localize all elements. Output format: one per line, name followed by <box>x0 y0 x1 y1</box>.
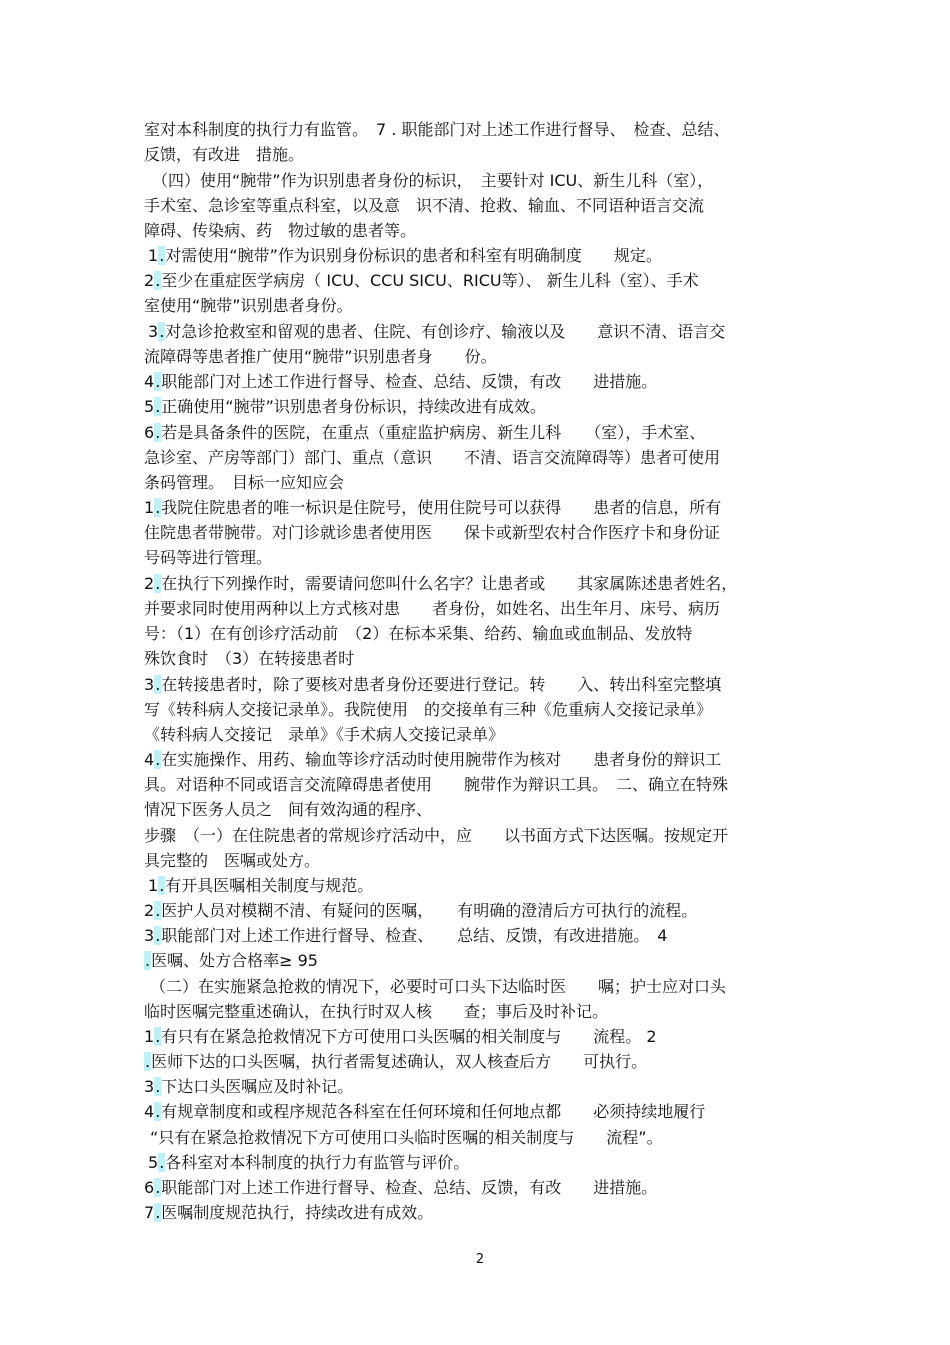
highlight-mark: . <box>155 1203 161 1222</box>
text-line <box>144 1077 353 1097</box>
highlight-mark: . <box>145 1052 151 1071</box>
line-text: 正确使用“腕带”识别患者身份标识，持续改进有成效。 <box>161 397 546 416</box>
highlight-mark: . <box>155 1027 161 1046</box>
line-text: “只有在紧急抢救情况下方可使用口头临时医嘱的相关制度与 流程”。 <box>150 1128 663 1147</box>
text-line <box>150 1128 663 1148</box>
text-line <box>144 851 320 871</box>
highlight-mark: . <box>155 397 161 416</box>
text-line <box>144 926 667 946</box>
line-text: 具完整的 医嘱或处方。 <box>144 851 321 870</box>
item-number: 3 <box>144 926 155 945</box>
text-line <box>144 145 304 165</box>
text-line <box>144 1002 608 1022</box>
text-line <box>144 599 720 619</box>
line-text: 职能部门对上述工作进行督导、检查、总结、反馈，有改 进措施。 <box>161 372 658 391</box>
line-text: 医嘱制度规范执行，持续改进有成效。 <box>161 1203 434 1222</box>
highlight-mark: . <box>155 1102 161 1121</box>
text-line <box>144 271 699 291</box>
line-text: 情况下医务人员之 间有效沟通的程序、 <box>144 800 433 819</box>
text-line <box>152 171 713 191</box>
line-text: 职能部门对上述工作进行督导、检查、总结、反馈，有改 进措施。 <box>161 1178 658 1197</box>
text-line <box>144 448 720 468</box>
line-text: 职能部门对上述工作进行督导、检查、 总结、反馈，有改进措施。 4 <box>161 926 668 945</box>
text-line <box>144 901 697 921</box>
highlight-mark: . <box>155 901 161 920</box>
text-line <box>144 397 546 417</box>
line-text: 具。对语种不同或语言交流障碍患者使用 腕带作为辩识工具。 二、确立在特殊 <box>144 775 729 794</box>
line-text: 下达口头医嘱应及时补记。 <box>161 1077 354 1096</box>
highlight-mark: . <box>155 498 161 517</box>
item-number: 6 <box>144 423 155 442</box>
item-number: 1 <box>144 498 155 517</box>
item-number: 2 <box>144 574 155 593</box>
line-text: 殊饮食时 （3）在转接患者时 <box>144 649 355 668</box>
highlight-mark: . <box>155 271 161 290</box>
item-number: 1 <box>148 246 159 265</box>
item-number: 4 <box>144 750 155 769</box>
line-text: 临时医嘱完整重述确认，在执行时双人核 查；事后及时补记。 <box>144 1002 609 1021</box>
item-number: 2 <box>144 901 155 920</box>
line-text: 《转科病人交接记 录单》《手术病人交接记录单》 <box>144 725 505 744</box>
line-text: 条码管理。 目标一应知应会 <box>144 473 345 492</box>
line-text: （二）在实施紧急抢救的情况下，必要时可口头下达临时医 嘱；护士应对口头 <box>150 977 727 996</box>
text-line <box>144 196 704 216</box>
text-line <box>144 1178 657 1198</box>
text-line <box>144 700 712 720</box>
page-number: 2 <box>475 1252 485 1267</box>
item-number: 2 <box>144 271 155 290</box>
highlight-mark: . <box>155 372 161 391</box>
line-text: 至少在重症医学病房（ ICU、CCU SICU、RICU等）、 新生儿科（室）、手术 <box>161 271 699 290</box>
line-text: 反馈，有改进 措施。 <box>144 145 305 164</box>
line-text: 若是具备条件的医院，在重点（重症监护病房、新生儿科 （室），手术室、 <box>161 423 706 442</box>
text-line <box>144 548 272 568</box>
line-text: 医嘱、处方合格率≥ 95 <box>151 951 318 970</box>
text-line <box>144 750 721 770</box>
highlight-mark: . <box>159 322 165 341</box>
text-line <box>144 675 721 695</box>
line-text: 急诊室、产房等部门）部门、重点（意识 不清、语言交流障碍等）患者可使用 <box>144 448 721 467</box>
line-text: 在执行下列操作时，需要请问您叫什么名字？让患者或 其家属陈述患者姓名， <box>161 574 738 593</box>
item-number: 6 <box>144 1178 155 1197</box>
line-text: 写《转科病人交接记录单》。我院使用 的交接单有三种《危重病人交接记录单》 <box>144 700 713 719</box>
text-line <box>148 322 725 342</box>
highlight-mark: . <box>159 876 165 895</box>
line-text: 流障碍等患者推广使用“腕带”识别患者身 份。 <box>144 347 497 366</box>
line-text: 有只有在紧急抢救情况下方可使用口头医嘱的相关制度与 流程。 2 <box>161 1027 657 1046</box>
line-text: 在转接患者时，除了要核对患者身份还要进行登记。转 入、转出科室完整填 <box>161 675 722 694</box>
text-line <box>144 775 728 795</box>
highlight-mark: . <box>159 1153 165 1172</box>
line-text: 手术室、急诊室等重点科室，以及意 识不清、抢救、输血、不同语种语言交流 <box>144 196 705 215</box>
text-line <box>144 523 720 543</box>
item-number: 1 <box>144 1027 155 1046</box>
text-line <box>144 574 737 594</box>
line-text: 在实施操作、用药、输血等诊疗活动时使用腕带作为核对 患者身份的辩识工 <box>161 750 722 769</box>
item-number: 4 <box>144 1102 155 1121</box>
text-line <box>144 120 729 140</box>
text-line <box>144 296 353 316</box>
highlight-mark: . <box>155 675 161 694</box>
text-line <box>144 347 497 367</box>
text-line <box>150 977 726 997</box>
line-text: 各科室对本科制度的执行力有监管与评价。 <box>165 1153 470 1172</box>
text-line <box>144 473 344 493</box>
line-text: 障碍、传染病、药 物过敏的患者等。 <box>144 221 417 240</box>
line-text: 对需使用“腕带”作为识别身份标识的患者和科室有明确制度 规定。 <box>165 246 662 265</box>
item-number: 3 <box>148 322 159 341</box>
item-number: 5 <box>148 1153 159 1172</box>
text-line <box>144 1027 657 1047</box>
highlight-mark: . <box>155 926 161 945</box>
text-line <box>144 800 432 820</box>
highlight-mark: . <box>155 1178 161 1197</box>
line-text: 医护人员对模糊不清、有疑问的医嘱， 有明确的澄清后方可执行的流程。 <box>161 901 698 920</box>
line-text: 号码等进行管理。 <box>144 548 273 567</box>
text-line <box>144 649 354 669</box>
text-line <box>144 826 728 846</box>
highlight-mark: . <box>155 574 161 593</box>
highlight-mark: . <box>155 750 161 769</box>
text-line <box>148 876 373 896</box>
text-line <box>144 725 504 745</box>
highlight-mark: . <box>159 246 165 265</box>
text-line <box>144 1052 647 1072</box>
highlight-mark: . <box>145 951 151 970</box>
text-line <box>144 624 692 644</box>
line-text: 室对本科制度的执行力有监管。 7 . 职能部门对上述工作进行督导、 检查、总结、 <box>144 120 730 139</box>
highlight-mark: . <box>155 423 161 442</box>
item-number: 4 <box>144 372 155 391</box>
item-number: 3 <box>144 675 155 694</box>
text-line <box>144 498 721 518</box>
line-text: （四）使用“腕带”作为识别患者身份的标识， 主要针对 ICU、新生儿科（室）， <box>152 171 714 190</box>
line-text: 有开具医嘱相关制度与规范。 <box>165 876 374 895</box>
line-text: 室使用“腕带”识别患者身份。 <box>144 296 353 315</box>
line-text: 并要求同时使用两种以上方式核对患 者身份，如姓名、出生年月、床号、病历 <box>144 599 721 618</box>
text-line <box>144 1203 433 1223</box>
line-text: 有规章制度和或程序规范各科室在任何环境和任何地点都 必须持续地履行 <box>161 1102 706 1121</box>
item-number: 3 <box>144 1077 155 1096</box>
item-number: 1 <box>148 876 159 895</box>
item-number: 5 <box>144 397 155 416</box>
item-number: 7 <box>144 1203 155 1222</box>
text-line <box>144 221 416 241</box>
highlight-mark: . <box>155 1077 161 1096</box>
line-text: 我院住院患者的唯一标识是住院号，使用住院号可以获得 患者的信息，所有 <box>161 498 722 517</box>
text-line <box>144 951 318 971</box>
text-line <box>148 1153 469 1173</box>
line-text: 号：（1）在有创诊疗活动前 （2）在标本采集、给药、输血或血制品、发放特 <box>144 624 693 643</box>
text-line <box>144 372 657 392</box>
line-text: 住院患者带腕带。对门诊就诊患者使用医 保卡或新型农村合作医疗卡和身份证 <box>144 523 721 542</box>
line-text: 步骤 （一）在住院患者的常规诊疗活动中，应 以书面方式下达医嘱。按规定开 <box>144 826 729 845</box>
line-text: 医师下达的口头医嘱，执行者需复述确认，双人核查后方 可执行。 <box>151 1052 648 1071</box>
text-line <box>144 423 705 443</box>
text-line <box>144 1102 705 1122</box>
line-text: 对急诊抢救室和留观的患者、住院、有创诊疗、输液以及 意识不清、语言交 <box>165 322 726 341</box>
text-line <box>148 246 662 266</box>
